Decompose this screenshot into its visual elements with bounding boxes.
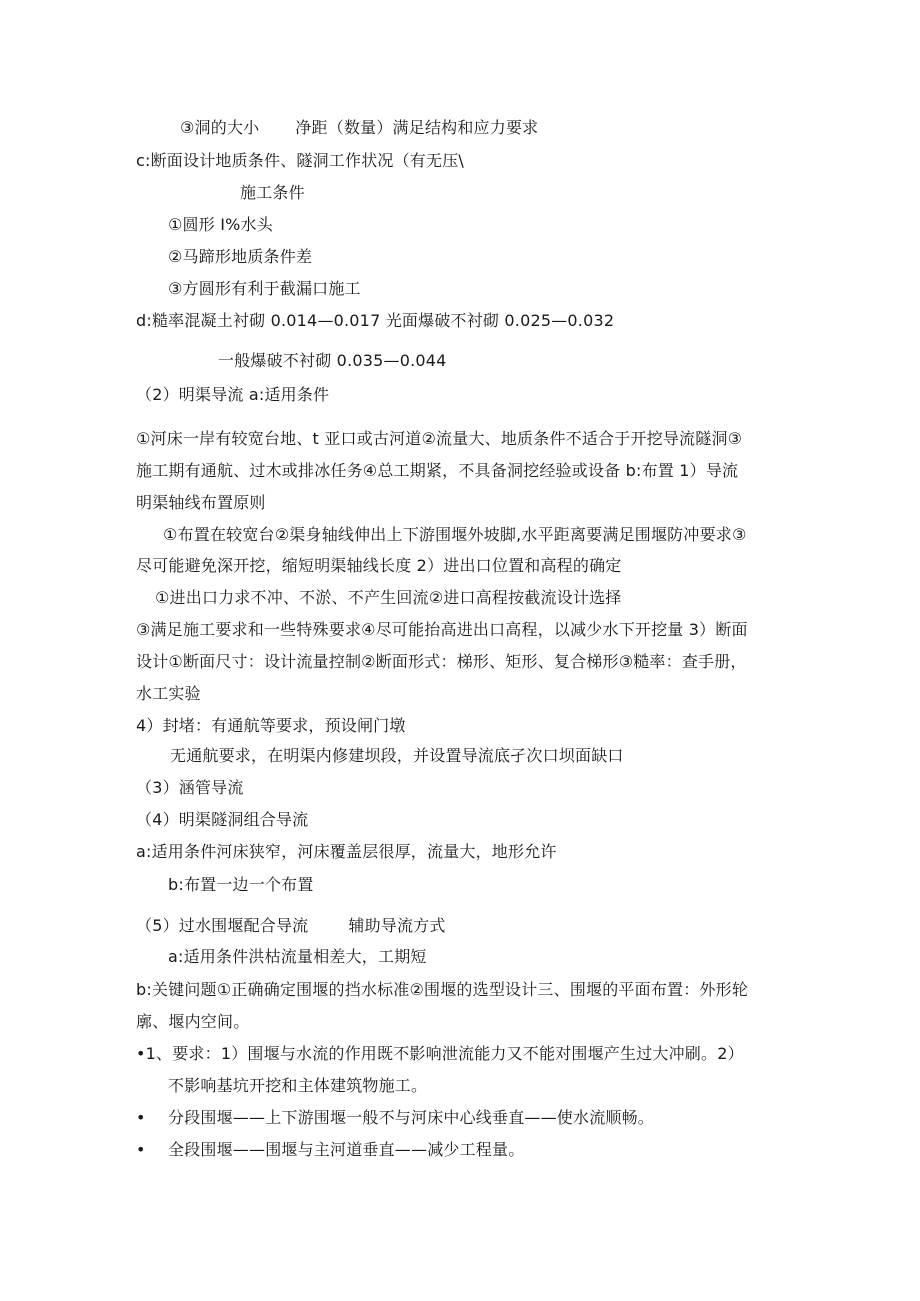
- bullet-marker: •: [136, 1140, 146, 1159]
- text-line: 施工条件: [240, 183, 305, 202]
- text-line: ③方圆形有利于截漏口施工: [168, 279, 361, 298]
- text-line: 施工期有通航、过木或排冰任务④总工期紧，不具备洞挖经验或设备 b:布置 1）导流: [136, 461, 739, 480]
- text-line: ①布置在较宽台②渠身轴线伸出上下游围堰外坡脚,水平距离要满足围堰防冲要求③: [163, 525, 747, 544]
- text-line: •1、要求：1）围堰与水流的作用既不影响泄流能力又不能对围堰产生过大冲刷。2）: [136, 1044, 744, 1063]
- text-line: 明渠轴线布置原则: [136, 493, 266, 512]
- text-segment: ③洞的大小: [180, 118, 260, 137]
- text-line: ②马蹄形地质条件差: [168, 247, 313, 266]
- text-line: a:适用条件洪枯流量相差大，工期短: [168, 947, 427, 966]
- list-item: 分段围堰——上下游围堰一般不与河床中心线垂直——使水流顺畅。: [168, 1108, 655, 1127]
- text-line: 尽可能避免深开挖，缩短明渠轴线长度 2）进出口位置和高程的确定: [136, 556, 622, 575]
- text-line: 廓、堰内空间。: [136, 1012, 250, 1031]
- list-item: 全段围堰——围堰与主河道垂直——减少工程量。: [168, 1140, 525, 1159]
- text-line: c:断面设计地质条件、隧洞工作状况（有无压\: [136, 151, 464, 170]
- text-line: b:关键问题①正确确定围堰的挡水标准②围堰的选型设计三、围堰的平面布置：外形轮: [136, 980, 749, 999]
- text-line: 不影响基坑开挖和主体建筑物施工。: [168, 1076, 428, 1095]
- text-line: d:糙率混凝土衬砌 0.014—0.017 光面爆破不衬砌 0.025—0.032: [136, 311, 615, 330]
- text-line: 水工实验: [136, 684, 201, 703]
- text-line: ①进出口力求不冲、不淤、不产生回流②进口高程按截流设计选择: [155, 588, 622, 607]
- text-line: ①河床一岸有较宽台地、t 亚口或古河道②流量大、地质条件不适合于开挖导流隧洞③: [136, 429, 743, 448]
- section-heading: （2）明渠导流 a:适用条件: [136, 385, 330, 404]
- text-segment: 净距（数量）满足结构和应力要求: [295, 118, 539, 137]
- text-line: ①圆形 I%水头: [168, 215, 273, 234]
- text-line: 一般爆破不衬砌 0.035—0.044: [218, 351, 447, 370]
- text-line: [180, 118, 538, 138]
- section-heading: [136, 916, 446, 936]
- text-segment: 辅助导流方式: [348, 916, 446, 935]
- text-line: ③满足施工要求和一些特殊要求④尽可能抬高进出口高程，以减少水下开挖量 3）断面: [136, 620, 748, 639]
- text-line: 4）封堵：有通航等要求，预设闸门墩: [136, 716, 406, 735]
- section-heading: （3）涵管导流: [136, 778, 244, 797]
- text-line: 设计①断面尺寸：设计流量控制②断面形式：梯形、矩形、复合梯形③糙率：查手册，: [136, 652, 747, 671]
- text-line: a:适用条件河床狭窄，河床覆盖层很厚，流量大，地形允许: [136, 842, 557, 861]
- text-line: b:布置一边一个布置: [168, 875, 314, 894]
- text-line: 无通航要求，在明渠内修建坝段，并设置导流底孑次口坝面缺口: [170, 746, 624, 765]
- text-segment: （5）过水围堰配合导流: [136, 916, 309, 935]
- bullet-marker: •: [136, 1108, 146, 1127]
- section-heading: （4）明渠隧洞组合导流: [136, 810, 309, 829]
